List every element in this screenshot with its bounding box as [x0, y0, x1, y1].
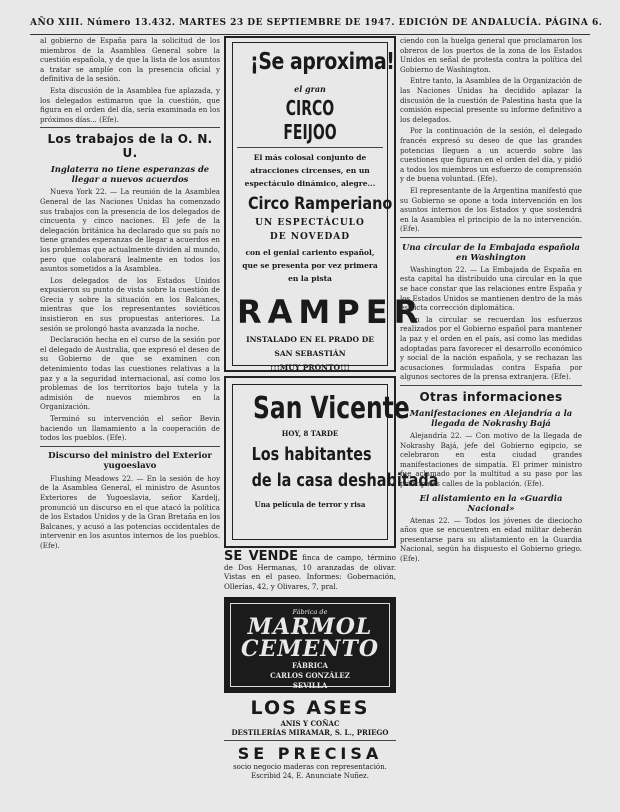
ad-performer-name: RAMPER	[237, 293, 425, 331]
ad-text: ¡¡¡MUY PRONTO!!!	[270, 363, 350, 372]
ad-text: Fábrica de	[292, 608, 328, 617]
article-title: El alistamiento en la «Guardia Nacional»	[419, 492, 563, 513]
article-paragraph: ciendo con la huelga general que proclamaron los obreros de los puertos de la zona de los Estados Unidos en señal de protesta contra la política del Gobierno de Washington.	[400, 36, 582, 74]
article-paragraph: Nueva York 22. — La reunión de la Asamblea General de las Naciones Unidas ha comenzado sus trabajos con la presencia de los delegados de cincuenta y cinco naciones. El jefe de la delegación británica ha declarado que su país no tiene grandes esperanzas de llegar a acuerdos en los problemas que actualmente dividen al mundo, pero que colaborará lealmente en todos los asuntos sometidos a la Asamblea.	[40, 187, 220, 274]
ad-text: DESTILERÍAS MIRAMAR, S. L., PRIEGO	[231, 728, 389, 738]
marble-advertisement	[224, 597, 396, 693]
liquor-advertisement	[224, 697, 396, 737]
ad-heading: SE PRECISA	[237, 744, 383, 764]
wanted-advertisement	[224, 744, 396, 781]
ad-location: INSTALADO EN EL PRADO DE SAN SEBASTIÁN	[246, 335, 374, 358]
divider	[400, 237, 582, 238]
ad-owner: CARLOS GONZÁLEZ	[270, 671, 350, 681]
divider	[400, 385, 582, 386]
film-title: Los habitantes	[251, 444, 372, 465]
ad-text: ANIS Y COÑAC	[280, 719, 340, 729]
page-header: AÑO XIII. Número 13.432. MARTES 23 DE SEPTIEMBRE DE 1947. EDICIÓN DE ANDALUCÍA. PÁGINA 6.	[30, 18, 590, 35]
classified-text: finca de campo, término de Dos Hermanas, 10 aranzadas de olivar. Vistas en el paseo. Informes: Gobernación, Ollerías, 42, y Olivares, 7, pral.	[224, 553, 396, 591]
right-column	[400, 36, 582, 812]
article-paragraph: Atenas 22. — Todos los jóvenes de dieciocho años que se encuentren en edad militar deberán presentarse para su alistamiento en la Guardia Nacional, según ha dispuesto el Gobierno griego. (Efe).	[400, 515, 582, 563]
article-title: Discurso del ministro del Exterior yugoeslavo	[48, 450, 212, 471]
film-description: Una película de terror y risa	[254, 500, 366, 509]
ad-city: SEVILLA	[292, 681, 328, 691]
cinema-advertisement	[224, 376, 439, 548]
article-paragraph: Terminó su intervención el señor Bevin haciendo un llamamiento a la cooperación de todos los pueblos. (Efe).	[40, 414, 220, 443]
film-title: de la casa deshabitada	[251, 470, 439, 491]
ad-headline: ¡Se aproxima!	[250, 49, 395, 75]
article-paragraph: Entre tanto, la Asamblea de la Organización de las Naciones Unidas ha decidido aplazar la discusión de la cuestión de Palestina hasta que la comisión especial presente su informe definitivo a los delegados.	[400, 76, 582, 124]
divider	[40, 446, 220, 447]
classified-ad	[224, 549, 396, 591]
cinema-name: San Vicente	[253, 391, 410, 426]
article-paragraph: En la circular se recuerdan los esfuerzos realizados por el Gobierno español para mantener la paz y el orden en el país, así como las medidas adoptadas para favorecer el desarrollo económico y social de la nación española, y se rechazan las acusaciones formuladas contra España por algunos sectores de la prensa extranjera. (Efe).	[400, 314, 582, 382]
article-paragraph: Alejandría 22. — Con motivo de la llegada de Nokrashy Bajá, jefe del Gobierno egipcio, se celebraron en esta ciudad grandes manifestaciones de simpatía. El primer ministro fue aclamado por la multitud a su paso por las principales calles de la población. (Efe).	[400, 431, 582, 488]
classified-heading: SE VENDE	[224, 549, 299, 564]
ad-text: socio negocio maderas con representación. Escribid 24, E. Anunciate Nuñez.	[233, 763, 387, 781]
ad-text: FÁBRICA	[291, 661, 328, 671]
section-title: Los trabajos de la O. N. U.	[47, 132, 213, 161]
section-title: Otras informaciones	[419, 390, 563, 404]
cinema-showtime: HOY, 8 TARDE	[281, 429, 339, 438]
article-title: Una circular de la Embajada española en Washington	[402, 241, 580, 262]
ad-circus-name: CIRCO FEIJOO	[283, 96, 337, 144]
middle-column	[224, 36, 439, 812]
left-column	[40, 36, 220, 812]
divider	[237, 147, 383, 148]
ad-circus-title: Circo Ramperiano	[247, 194, 393, 214]
article-paragraph: El representante de la Argentina manifestó que su Gobierno se opone a toda intervención en los asuntos internos de los Estados y que sostendrá en la Asamblea el principio de la no intervención. (Efe).	[400, 185, 582, 234]
article-title: Inglaterra no tiene esperanzas de llegar a nuevos acuerdos	[50, 164, 210, 185]
ad-text: El más colosal conjunto de atracciones circenses, en un espectáculo dinámico, alegre...	[244, 153, 376, 188]
ad-text: con el genial cariento español, que se presenta por vez primera en la pista	[242, 248, 378, 283]
intro-paragraph: al gobierno de España para la solicitud de los miembros de la Asamblea General sobre la cuestión española, y de que la lista de los asuntos a tratar se amplíe con la presencia oficial y definitiva de la sesión.	[40, 36, 220, 84]
circus-advertisement	[224, 36, 425, 372]
article-paragraph: Flushing Meadows 22. — En la sesión de hoy de la Asamblea General, el ministro de Asuntos Exteriores de Yugoeslavia, señor Kardelj, pronunció un discurso en el que atacó la política de los Estados Unidos y de la Gran Bretaña en los Balcanes, y acusó a las potencias occidentales de intervenir en los asuntos internos de los pueblos. (Efe).	[40, 473, 220, 550]
article-paragraph: Declaración hecha en el curso de la sesión por el delegado de Australia, que expresó el deseo de su Gobierno de que se examinen con detenimiento todas las cuestiones relativas a la paz y a la seguridad internacional, así como los problemas de los territorios bajo tutela y la admisión de nuevos miembros en la Organización.	[40, 335, 220, 412]
ad-text: DE NOVEDAD	[269, 232, 351, 242]
ad-text: el gran	[294, 84, 326, 94]
ad-product: CEMENTO	[240, 636, 380, 663]
divider	[40, 127, 220, 128]
divider	[224, 740, 396, 741]
ad-brand: LOS ASES	[250, 697, 370, 720]
article-paragraph: Por la continuación de la sesión, el delegado francés expresó su deseo de que las grandes potencias lleguen a un acuerdo sobre las cuestiones que figuran en el orden del día, y pidió a todos los miembros un esfuerzo de comprensión y de buena voluntad. (Efe).	[400, 126, 582, 184]
intro-paragraph-2: Esta discusión de la Asamblea fue aplazada, y los delegados estimaron que la cuestión, que figura en el orden del día, sería examinada en los próximos días... (Efe).	[40, 85, 220, 124]
article-paragraph: Los delegados de los Estados Unidos expusieron su punto de vista sobre la cuestión de Grecia y sobre la situación en los Balcanes, mientras que los representantes soviéticos insistieron en sus propuestas anteriores. La sesión se prolongó hasta avanzada la noche.	[40, 275, 220, 333]
article-paragraph: Washington 22. — La Embajada de España en esta capital ha distribuido una circular en la que se hace constar que las relaciones entre España y los Estados Unidos se mantienen dentro de la más estricta corrección diplomática.	[400, 264, 582, 313]
ad-product: MARMOL	[247, 614, 373, 641]
article-title: Manifestaciones en Alejandría a la llegada de Nokrashy Bajá	[409, 408, 573, 428]
ad-text: UN ESPECTÁCULO	[255, 218, 365, 228]
